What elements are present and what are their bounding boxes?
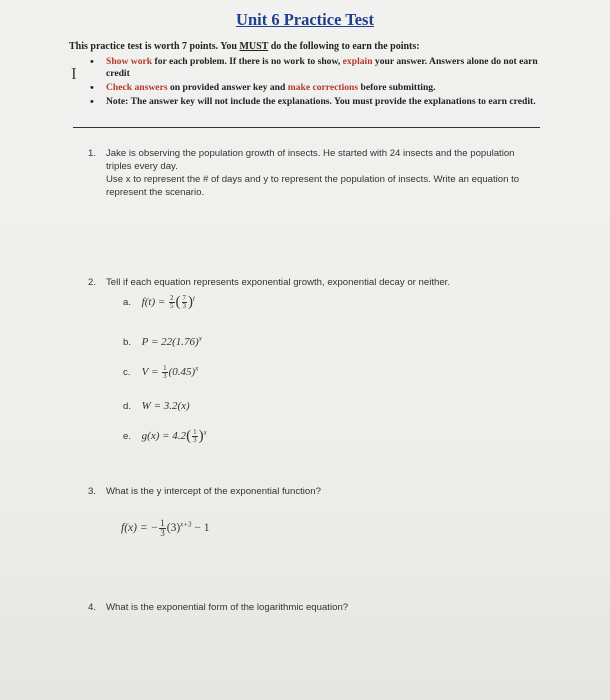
list-item: • Show work for each problem. If there is no work to show, explain your answer. Answers alone do not earn credit bbox=[90, 56, 550, 80]
question-2: 2. Tell if each equation represents exponential growth, exponential decay or neither. bbox=[88, 277, 450, 288]
page-title: Unit 6 Practice Test bbox=[236, 10, 374, 29]
subpart-d: d. W = 3.2(x) bbox=[123, 400, 190, 412]
intro-after: do the following to earn the points: bbox=[268, 41, 420, 52]
divider bbox=[73, 127, 540, 128]
list-item: • Note: The answer key will not include the explanations. You must provide the explanations to earn credit. bbox=[90, 96, 550, 108]
q3-function: f(x) = − $\frac{1}{3}$ $(3)^{x+3} - 1$ bbox=[121, 518, 210, 538]
intro-before: This practice test is worth 7 points. You bbox=[69, 41, 240, 52]
subpart-b: b. $P = 22(1.76)^x$ bbox=[123, 334, 202, 348]
text-cursor-icon: I bbox=[71, 64, 77, 83]
list-item: • Check answers on provided answer key and make corrections before submitting. bbox=[90, 82, 550, 94]
subpart-a: a. f(t) = $\frac{2}{5}$ ( $\frac{7}{3}$ )$^t$ bbox=[123, 294, 195, 310]
question-3: 3. What is the y intercept of the exponential function? bbox=[88, 486, 321, 497]
instructions-list bbox=[90, 56, 550, 110]
subpart-c: c. V = $\frac{1}{3}$ $(0.45)^x$ bbox=[123, 363, 199, 380]
intro-text bbox=[69, 41, 420, 52]
intro-must: MUST bbox=[239, 41, 269, 52]
question-1: 1. Jake is observing the population growth of insects. He started with 24 insects and the population triples every day. Use x to represent the # of days and y to represent the population of insects. Write an equation to represent the scenario. bbox=[88, 148, 520, 198]
subpart-e: e. g(x) = 4.2( $\frac{1}{3}$ )$^x$ bbox=[123, 428, 207, 444]
question-4: 4. What is the exponential form of the logarithmic equation? bbox=[88, 602, 349, 613]
